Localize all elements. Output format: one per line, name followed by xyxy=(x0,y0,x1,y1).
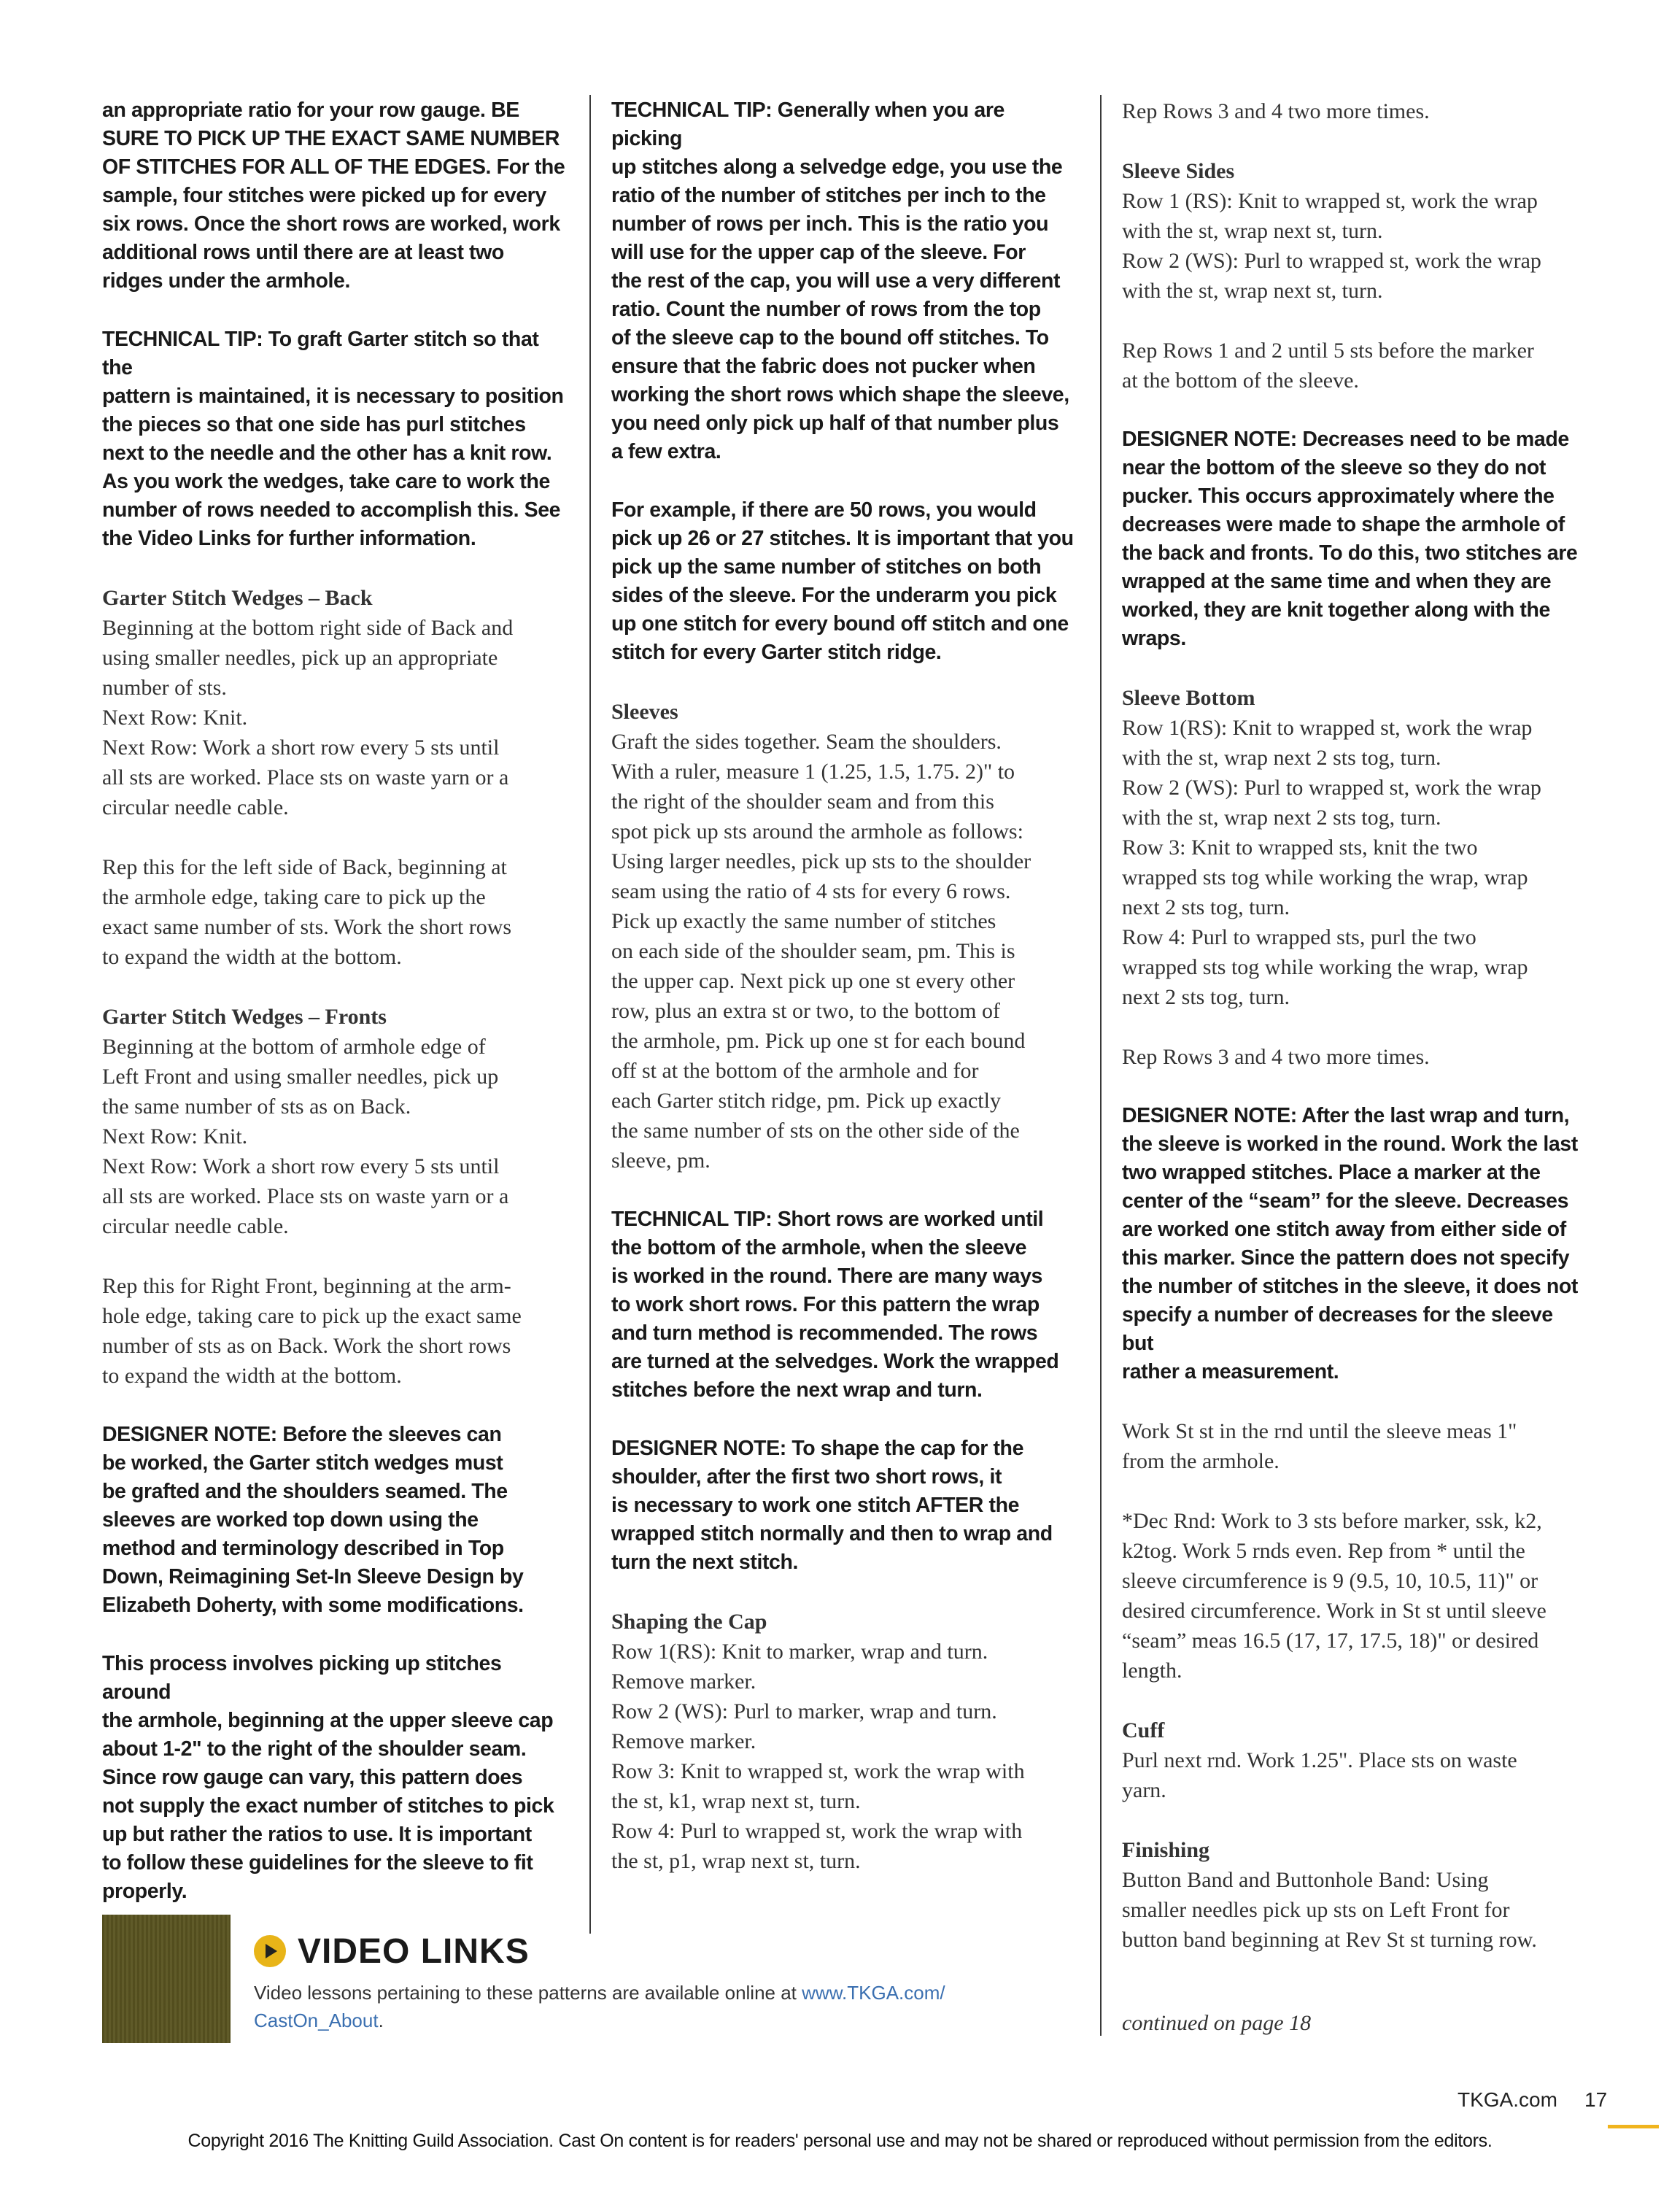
text-line: spot pick up sts around the armhole as follows: xyxy=(611,819,1023,843)
text-line: is worked in the round. There are many ways xyxy=(611,1265,1042,1288)
text-line: Row 1 (RS): Knit to wrapped st, work the wrap xyxy=(1122,189,1538,213)
rep-rows-3-4 xyxy=(1122,96,1589,126)
text-line: Down, Reimagining Set-In Sleeve Design by xyxy=(102,1565,524,1588)
text-line: the armhole, pm. Pick up one st for each bound xyxy=(611,1029,1026,1053)
sleeve-sides-rows xyxy=(1122,186,1589,306)
text-line: Next Row: Work a short row every 5 sts until xyxy=(102,1154,500,1178)
text-line: ratio of the number of stitches per inch to the xyxy=(611,184,1046,207)
text-line: exact same number of sts. Work the short rows xyxy=(102,915,512,939)
video-links-description xyxy=(254,1979,1071,2034)
text-line: Row 3: Knit to wrapped sts, knit the two xyxy=(1122,835,1478,860)
text-line: pucker. This occurs approximately where the xyxy=(1122,484,1555,508)
text-line: Next Row: Knit. xyxy=(102,1124,248,1148)
text-line: will use for the upper cap of the sleeve. For xyxy=(611,241,1026,264)
text-line: six rows. Once the short rows are worked, work xyxy=(102,212,560,236)
text-line: the sleeve is worked in the round. Work the last xyxy=(1122,1132,1578,1156)
text-line: pick up 26 or 27 stitches. It is important that you xyxy=(611,527,1074,550)
text-line: OF STITCHES FOR ALL OF THE EDGES. For the xyxy=(102,155,565,179)
text-line: circular needle cable. xyxy=(102,795,289,819)
continued-note: continued on page 18 xyxy=(1122,2011,1312,2035)
text-line: the pieces so that one side has purl stitches xyxy=(102,413,526,436)
text-line: from the armhole. xyxy=(1122,1449,1280,1473)
ratio-paragraph xyxy=(102,96,569,296)
text-line: the st, p1, wrap next st, turn. xyxy=(611,1849,861,1873)
text-line: stitches before the next wrap and turn. xyxy=(611,1378,983,1402)
text-line: Since row gauge can vary, this pattern does xyxy=(102,1766,523,1789)
text-line: Row 3: Knit to wrapped st, work the wrap with xyxy=(611,1759,1025,1783)
text-line: length. xyxy=(1122,1659,1182,1683)
text-line: be worked, the Garter stitch wedges must xyxy=(102,1451,503,1475)
text-line: number of rows per inch. This is the ratio you xyxy=(611,212,1049,236)
text-line: up one stitch for every bound off stitch and one xyxy=(611,612,1069,636)
text-line: TECHNICAL TIP: Generally when you are picking xyxy=(611,99,1004,150)
text-line: Remove marker. xyxy=(611,1669,756,1694)
text-line: the same number of sts on the other side of the xyxy=(611,1119,1020,1143)
text-line: the Video Links for further information. xyxy=(102,527,476,550)
text-line: all sts are worked. Place sts on waste yarn or a xyxy=(102,1184,509,1208)
text-line: TECHNICAL TIP: Short rows are worked until xyxy=(611,1208,1044,1231)
text-line: smaller needles pick up sts on Left Front for xyxy=(1122,1898,1510,1922)
text-line: the back and fronts. To do this, two stitches are xyxy=(1122,541,1578,565)
text-line: up but rather the ratios to use. It is important xyxy=(102,1823,532,1846)
text-line: all sts are worked. Place sts on waste yarn or a xyxy=(102,765,509,789)
footer-accent-bar xyxy=(1608,2125,1659,2128)
text-line: DESIGNER NOTE: To shape the cap for the xyxy=(611,1437,1024,1460)
heading-shaping-the-cap: Shaping the Cap xyxy=(611,1610,767,1634)
finishing-instructions xyxy=(1122,1865,1589,1955)
text-line: wrapped at the same time and when they are xyxy=(1122,570,1552,593)
text-line: working the short rows which shape the sleeve, xyxy=(611,383,1069,406)
text-line: number of sts. xyxy=(102,676,227,700)
text-line: next 2 sts tog, turn. xyxy=(1122,895,1290,919)
text-line: up stitches along a selvedge edge, you use the xyxy=(611,155,1063,179)
text-line: to expand the width at the bottom. xyxy=(102,1364,402,1388)
text-line: Row 1(RS): Knit to marker, wrap and turn. xyxy=(611,1640,988,1664)
video-links-title: VIDEO LINKS xyxy=(298,1931,530,1971)
play-circle-icon xyxy=(254,1935,286,1967)
text-line: Rep this for Right Front, beginning at the arm- xyxy=(102,1274,511,1298)
text-line: ridges under the armhole. xyxy=(102,269,350,293)
text-line: the armhole edge, taking care to pick up the xyxy=(102,885,486,909)
text-line: to expand the width at the bottom. xyxy=(102,945,402,969)
text-line: yarn. xyxy=(1122,1778,1166,1802)
text-line: Row 4: Purl to wrapped st, work the wrap with xyxy=(611,1819,1023,1843)
video-url-link-cont[interactable]: CastOn_About xyxy=(254,2010,379,2031)
text-line: specify a number of decreases for the sleeve but xyxy=(1122,1303,1553,1355)
text-line: “seam” meas 16.5 (17, 17, 17.5, 18)" or desired xyxy=(1122,1629,1539,1653)
text-line: DESIGNER NOTE: Decreases need to be made xyxy=(1122,428,1569,451)
text-line: stitch for every Garter stitch ridge. xyxy=(611,641,942,664)
designer-note-round xyxy=(1122,1102,1589,1386)
text-line: next 2 sts tog, turn. xyxy=(1122,985,1290,1009)
video-desc-text: Video lessons pertaining to these patterns are available online at xyxy=(254,1982,802,2004)
text-line: hole edge, taking care to pick up the exact same xyxy=(102,1304,522,1328)
text-line: at the bottom of the sleeve. xyxy=(1122,368,1359,393)
text-line: rather a measurement. xyxy=(1122,1360,1339,1383)
text-line: number of rows needed to accomplish this. See xyxy=(102,498,561,522)
text-line: turn the next stitch. xyxy=(611,1551,799,1574)
text-line: Elizabeth Doherty, with some modifications. xyxy=(102,1594,524,1617)
sleeves-instructions xyxy=(611,727,1078,1175)
text-line: you need only pick up half of that number plus xyxy=(611,412,1059,435)
text-line: ensure that the fabric does not pucker when xyxy=(611,355,1036,378)
video-url-link[interactable]: www.TKGA.com/ xyxy=(802,1982,945,2004)
text-line: Button Band and Buttonhole Band: Using xyxy=(1122,1868,1489,1892)
technical-tip-graft xyxy=(102,325,569,553)
designer-note-decreases xyxy=(1122,425,1589,653)
text-line: are worked one stitch away from either side of xyxy=(1122,1218,1566,1241)
column-2 xyxy=(611,96,1078,1876)
text-line: with the st, wrap next 2 sts tog, turn. xyxy=(1122,746,1441,770)
text-line: sleeve circumference is 9 (9.5, 10, 10.5, 11)" or xyxy=(1122,1569,1538,1593)
technical-tip-short-rows xyxy=(611,1205,1078,1405)
text-line: Row 2 (WS): Purl to wrapped st, work the wrap xyxy=(1122,776,1541,800)
fronts-instructions xyxy=(102,1032,569,1241)
rep-rows-3-4-again xyxy=(1122,1042,1589,1072)
text-line: the rest of the cap, you will use a very different xyxy=(611,269,1061,293)
text-line: circular needle cable. xyxy=(102,1214,289,1238)
text-line: number of sts as on Back. Work the short rows xyxy=(102,1334,511,1358)
text-line: are turned at the selvedges. Work the wrapped xyxy=(611,1350,1059,1373)
column-divider-right xyxy=(1100,95,1102,2036)
text-line: Pick up exactly the same number of stitches xyxy=(611,909,996,933)
text-line: Graft the sides together. Seam the shoulders. xyxy=(611,730,1002,754)
text-line: Beginning at the bottom right side of Back and xyxy=(102,616,514,640)
text-line: Row 4: Purl to wrapped sts, purl the two xyxy=(1122,925,1476,949)
text-line: additional rows until there are at least two xyxy=(102,241,504,264)
footer-site: TKGA.com xyxy=(1458,2088,1557,2111)
text-line: Rep Rows 3 and 4 two more times. xyxy=(1122,1045,1430,1069)
heading-finishing: Finishing xyxy=(1122,1838,1210,1862)
text-line: Using larger needles, pick up sts to the shoulder xyxy=(611,849,1031,873)
text-line: Rep this for the left side of Back, beginning at xyxy=(102,855,507,879)
text-line: of the sleeve cap to the bound off stitches. To xyxy=(611,326,1049,350)
text-line: to follow these guidelines for the sleeve to fit xyxy=(102,1851,533,1875)
text-line: the number of stitches in the sleeve, it does not xyxy=(1122,1275,1578,1298)
sleeve-bottom-rows xyxy=(1122,713,1589,1012)
text-line: not supply the exact number of stitches to pick xyxy=(102,1794,554,1818)
text-line: pattern is maintained, it is necessary to position xyxy=(102,385,564,408)
text-line: this marker. Since the pattern does not specify xyxy=(1122,1246,1570,1270)
text-line: on each side of the shoulder seam, pm. This is xyxy=(611,939,1015,963)
text-line: off st at the bottom of the armhole and for xyxy=(611,1059,979,1083)
text-line: Row 2 (WS): Purl to wrapped st, work the wrap xyxy=(1122,249,1541,273)
cap-rows xyxy=(611,1637,1078,1876)
text-line: Purl next rnd. Work 1.25". Place sts on waste xyxy=(1122,1748,1517,1772)
designer-note-cap xyxy=(611,1435,1078,1577)
text-line: method and terminology described in Top xyxy=(102,1537,504,1560)
text-line: row, plus an extra st or two, to the bottom of xyxy=(611,999,1000,1023)
column-3 xyxy=(1122,96,1589,1955)
text-line: an appropriate ratio for your row gauge. BE xyxy=(102,99,519,122)
text-line: seam using the ratio of 4 sts for every 6 rows. xyxy=(611,879,1011,903)
text-line: shoulder, after the first two short rows, it xyxy=(611,1465,1002,1489)
text-line: Beginning at the bottom of armhole edge of xyxy=(102,1035,486,1059)
text-line: Next Row: Work a short row every 5 sts until xyxy=(102,736,500,760)
column-divider-left xyxy=(589,95,591,1934)
heading-sleeve-bottom: Sleeve Bottom xyxy=(1122,686,1255,710)
text-line: As you work the wedges, take care to work the xyxy=(102,470,550,493)
video-desc-end: . xyxy=(378,2010,384,2031)
text-line: pick up the same number of stitches on both xyxy=(611,555,1042,579)
heading-garter-wedges-fronts: Garter Stitch Wedges – Fronts xyxy=(102,1005,387,1029)
video-links-header xyxy=(254,1931,530,1972)
text-line: For example, if there are 50 rows, you would xyxy=(611,498,1037,522)
text-line: each Garter stitch ridge, pm. Pick up exactly xyxy=(611,1089,1001,1113)
text-line: SURE TO PICK UP THE EXACT SAME NUMBER xyxy=(102,127,560,150)
text-line: the st, k1, wrap next st, turn. xyxy=(611,1789,861,1813)
text-line: the right of the shoulder seam and from this xyxy=(611,789,994,814)
cuff-instructions xyxy=(1122,1745,1589,1805)
heading-garter-wedges-back: Garter Stitch Wedges – Back xyxy=(102,586,373,610)
text-line: with the st, wrap next 2 sts tog, turn. xyxy=(1122,806,1441,830)
dec-rnd xyxy=(1122,1506,1589,1686)
text-line: and turn method is recommended. The rows xyxy=(611,1321,1038,1345)
text-line: With a ruler, measure 1 (1.25, 1.5, 1.75. 2)" to xyxy=(611,760,1015,784)
text-line: sleeve, pm. xyxy=(611,1148,711,1173)
text-line: Work St st in the rnd until the sleeve meas 1" xyxy=(1122,1419,1517,1443)
text-line: sleeves are worked top down using the xyxy=(102,1508,479,1532)
text-line: wrapped sts tog while working the wrap, wrap xyxy=(1122,865,1528,889)
heading-cuff: Cuff xyxy=(1122,1718,1165,1742)
text-line: Remove marker. xyxy=(611,1729,756,1753)
back-left-side xyxy=(102,852,569,972)
example-paragraph xyxy=(611,496,1078,667)
text-line: decreases were made to shape the armhole of xyxy=(1122,513,1565,536)
back-instructions xyxy=(102,613,569,822)
copyright-notice: Copyright 2016 The Knitting Guild Association. Cast On content is for readers' personal use and may not be shared or reproduced without permission from the editors. xyxy=(187,2131,1493,2151)
text-line: DESIGNER NOTE: Before the sleeves can xyxy=(102,1423,502,1446)
text-line: properly. xyxy=(102,1880,187,1903)
process-paragraph xyxy=(102,1650,569,1906)
technical-tip-selvedge xyxy=(611,96,1078,466)
text-line: DESIGNER NOTE: After the last wrap and turn, xyxy=(1122,1104,1570,1127)
designer-note-sleeves xyxy=(102,1421,569,1620)
text-line: wraps. xyxy=(1122,627,1186,650)
text-line: Next Row: Knit. xyxy=(102,706,248,730)
text-line: next to the needle and the other has a knit row. xyxy=(102,441,552,465)
text-line: This process involves picking up stitches around xyxy=(102,1652,502,1704)
page-number: 17 xyxy=(1584,2088,1608,2111)
text-line: worked, they are knit together along with the xyxy=(1122,598,1550,622)
text-line: desired circumference. Work in St st until sleeve xyxy=(1122,1599,1547,1623)
right-front-instructions xyxy=(102,1271,569,1391)
text-line: Left Front and using smaller needles, pick up xyxy=(102,1065,499,1089)
text-line: about 1-2" to the right of the shoulder seam. xyxy=(102,1737,527,1761)
text-line: wrapped sts tog while working the wrap, wrap xyxy=(1122,955,1528,979)
work-st-st xyxy=(1122,1416,1589,1476)
text-line: the bottom of the armhole, when the sleeve xyxy=(611,1236,1027,1259)
text-line: using smaller needles, pick up an appropriate xyxy=(102,646,498,670)
text-line: Rep Rows 1 and 2 until 5 sts before the marker xyxy=(1122,339,1534,363)
text-line: is necessary to work one stitch AFTER the xyxy=(611,1494,1020,1517)
text-line: Row 1(RS): Knit to wrapped st, work the wrap xyxy=(1122,716,1533,740)
text-line: sides of the sleeve. For the underarm you pick xyxy=(611,584,1057,607)
heading-sleeve-sides: Sleeve Sides xyxy=(1122,159,1235,183)
text-line: the armhole, beginning at the upper sleeve cap xyxy=(102,1709,554,1732)
text-line: with the st, wrap next st, turn. xyxy=(1122,219,1383,243)
text-line: Rep Rows 3 and 4 two more times. xyxy=(1122,99,1430,123)
text-line: k2tog. Work 5 rnds even. Rep from * until the xyxy=(1122,1539,1525,1563)
text-line: a few extra. xyxy=(611,440,721,463)
text-line: ratio. Count the number of rows from the top xyxy=(611,298,1041,321)
text-line: button band beginning at Rev St st turning row. xyxy=(1122,1928,1537,1952)
text-line: near the bottom of the sleeve so they do not xyxy=(1122,456,1546,479)
text-line: two wrapped stitches. Place a marker at the xyxy=(1122,1161,1541,1184)
text-line: TECHNICAL TIP: To graft Garter stitch so that the xyxy=(102,328,539,379)
heading-sleeves: Sleeves xyxy=(611,700,678,724)
column-1 xyxy=(102,96,569,1906)
text-line: Row 2 (WS): Purl to marker, wrap and turn. xyxy=(611,1699,997,1723)
text-line: to work short rows. For this pattern the wrap xyxy=(611,1293,1040,1316)
text-line: the same number of sts as on Back. xyxy=(102,1094,411,1119)
knit-swatch-image xyxy=(102,1915,231,2043)
text-line: the upper cap. Next pick up one st every other xyxy=(611,969,1015,993)
text-line: wrapped stitch normally and then to wrap and xyxy=(611,1522,1053,1545)
text-line: sample, four stitches were picked up for every xyxy=(102,184,546,207)
rep-rows-1-2 xyxy=(1122,336,1589,395)
text-line: be grafted and the shoulders seamed. The xyxy=(102,1480,508,1503)
text-line: *Dec Rnd: Work to 3 sts before marker, ssk, k2, xyxy=(1122,1509,1542,1533)
text-line: with the st, wrap next st, turn. xyxy=(1122,279,1383,303)
text-line: center of the “seam” for the sleeve. Decreases xyxy=(1122,1189,1569,1213)
